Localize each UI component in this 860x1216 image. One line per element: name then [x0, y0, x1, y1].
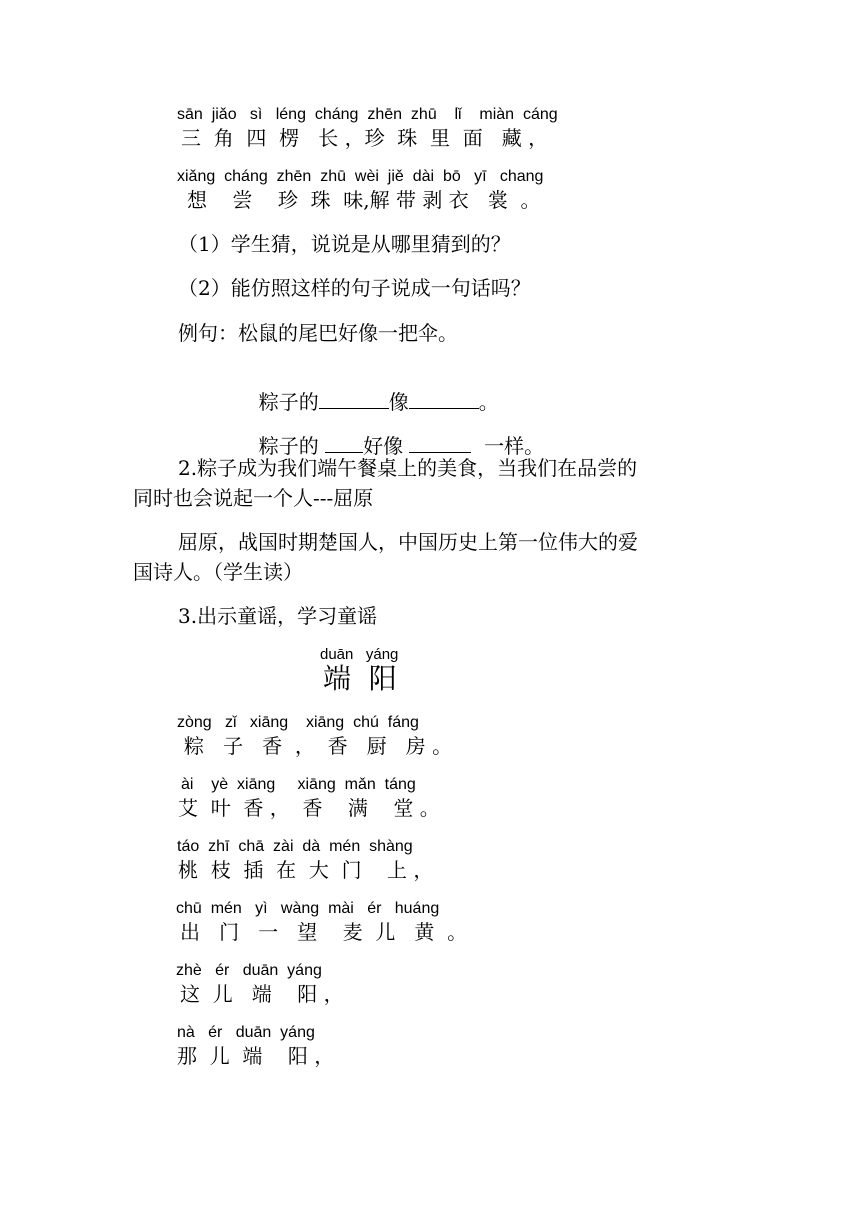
poem-line6-pinyin: nà ér duān yáng — [177, 1024, 315, 1041]
section2-line2: 同时也会说起一个人---屈原 — [133, 486, 374, 510]
poem-title: 端 阳 — [323, 662, 397, 695]
example-sentence: 例句：松鼠的尾巴好像一把伞。 — [178, 321, 458, 345]
section2-line1: 2.粽子成为我们端午餐桌上的美食，当我们在品尝的 — [178, 456, 638, 480]
riddle-line2-text: 想 尝 珍 珠 味,解 带 剥 衣 裳 。 — [187, 188, 541, 212]
section2-line3: 屈原，战国时期楚国人，中国历史上第一位伟大的爱 — [178, 530, 638, 554]
poem-line5-text: 这 儿 端 阳 ， — [180, 982, 344, 1006]
fill1-part-a: 粽子的 — [258, 390, 319, 414]
poem-line4-text: 出 门 一 望 麦 儿 黄 。 — [180, 920, 468, 944]
fill1-part-b: 像 — [388, 390, 409, 414]
fill2-blank-1[interactable] — [325, 434, 363, 453]
fill2-part-a: 粽子的 — [258, 434, 326, 458]
poem-line1-pinyin: zòng zǐ xiāng xiāng chú fáng — [177, 714, 419, 731]
poem-line3-text: 桃 枝 插 在 大 门 上 ， — [178, 858, 434, 882]
fill1-blank-1[interactable] — [319, 390, 389, 409]
poem-line3-pinyin: táo zhī chā zài dà mén shàng — [177, 838, 413, 855]
fill1-blank-2[interactable] — [409, 390, 479, 409]
section3-heading: 3.出示童谣，学习童谣 — [178, 604, 378, 628]
riddle-line1-pinyin: sān jiǎo sì léng cháng zhēn zhū lǐ miàn cáng — [177, 106, 558, 123]
poem-line4-pinyin: chū mén yì wàng mài ér huáng — [176, 900, 440, 917]
poem-line2-text: 艾 叶 香 ， 香 满 堂 。 — [178, 796, 440, 820]
poem-line1-text: 粽 子 香 ， 香 厨 房 。 — [184, 734, 453, 758]
poem-line6-text: 那 儿 端 阳 ， — [177, 1044, 335, 1068]
poem-line5-pinyin: zhè ér duān yáng — [176, 962, 322, 979]
fill2-part-b: 好像 — [363, 434, 410, 458]
poem-line2-pinyin: ài yè xiāng xiāng mǎn táng — [181, 776, 416, 793]
question-1: （1）学生猜，说说是从哪里猜到的？ — [178, 232, 511, 256]
riddle-line1-text: 三 角 四 楞 长 ，珍 珠 里 面 藏 ， — [181, 126, 549, 150]
fill-in-sentence-2 — [246, 410, 544, 458]
fill1-part-c: 。 — [478, 390, 499, 414]
section2-line4: 国诗人。（学生读） — [133, 560, 303, 584]
fill2-blank-2[interactable] — [409, 434, 471, 453]
fill-in-sentence-1 — [246, 366, 499, 414]
question-2: （2）能仿照这样的句子说成一句话吗？ — [178, 276, 531, 300]
poem-title-pinyin: duān yáng — [320, 646, 399, 663]
fill2-part-c: 一样。 — [471, 434, 545, 458]
riddle-line2-pinyin: xiǎng cháng zhēn zhū wèi jiě dài bō yī chang — [177, 168, 544, 185]
